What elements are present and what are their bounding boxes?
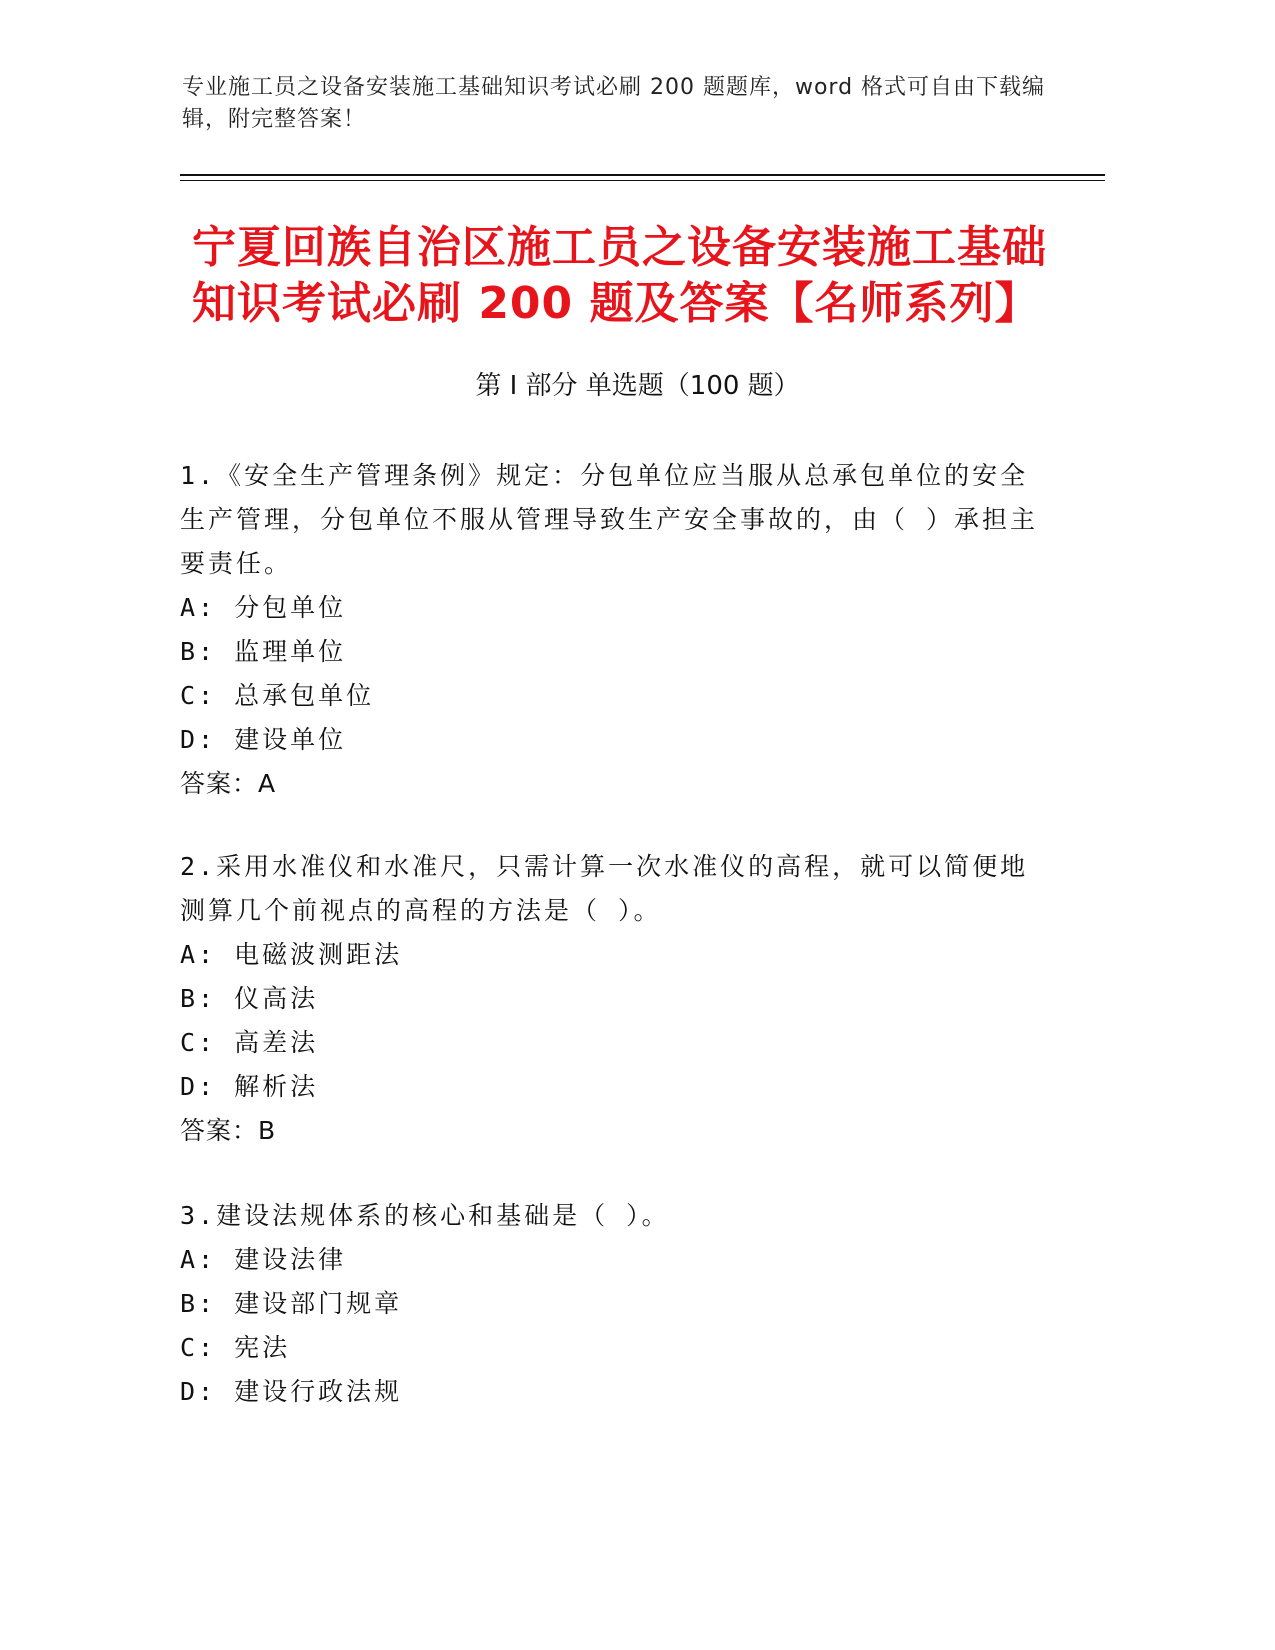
option-a: A: 电磁波测距法 bbox=[180, 940, 403, 969]
option-b: B: 建设部门规章 bbox=[180, 1289, 403, 1318]
option-c: C: 总承包单位 bbox=[180, 681, 375, 710]
question-stem: 3.建设法规体系的核心和基础是（ ）。 bbox=[180, 1201, 670, 1230]
option-a: A: 建设法律 bbox=[180, 1245, 347, 1274]
option-b: B: 监理单位 bbox=[180, 637, 347, 666]
question-stem: 2.采用水准仪和水准尺，只需计算一次水准仪的高程，就可以简便地测算几个前视点的高程的方法是（ ）。 bbox=[180, 852, 1029, 925]
question-stem: 1.《安全生产管理条例》规定：分包单位应当服从总承包单位的安全生产管理，分包单位不服从管理导致生产安全事故的，由（ ）承担主要责任。 bbox=[180, 461, 1039, 578]
answer: 答案：A bbox=[180, 769, 277, 798]
question-block bbox=[180, 454, 1040, 806]
option-a: A: 分包单位 bbox=[180, 593, 347, 622]
question-block bbox=[180, 845, 1040, 1153]
question-block bbox=[180, 1194, 1040, 1414]
section-title: 第 I 部分 单选题（100 题） bbox=[475, 371, 800, 401]
header-divider-thin bbox=[180, 180, 1105, 181]
option-b: B: 仪高法 bbox=[180, 984, 319, 1013]
document-title: 宁夏回族自治区施工员之设备安装施工基础知识考试必刷 200 题及答案【名师系列】 bbox=[192, 222, 1047, 329]
answer: 答案：B bbox=[180, 1116, 277, 1145]
header-note: 专业施工员之设备安装施工基础知识考试必刷 200 题题库，word 格式可自由下载编辑，附完整答案！ bbox=[182, 75, 1046, 132]
option-d: D: 建设单位 bbox=[180, 725, 347, 754]
option-d: D: 建设行政法规 bbox=[180, 1377, 403, 1406]
option-c: C: 宪法 bbox=[180, 1333, 291, 1362]
header-divider-thick bbox=[180, 174, 1105, 176]
option-d: D: 解析法 bbox=[180, 1072, 319, 1101]
option-c: C: 高差法 bbox=[180, 1028, 319, 1057]
